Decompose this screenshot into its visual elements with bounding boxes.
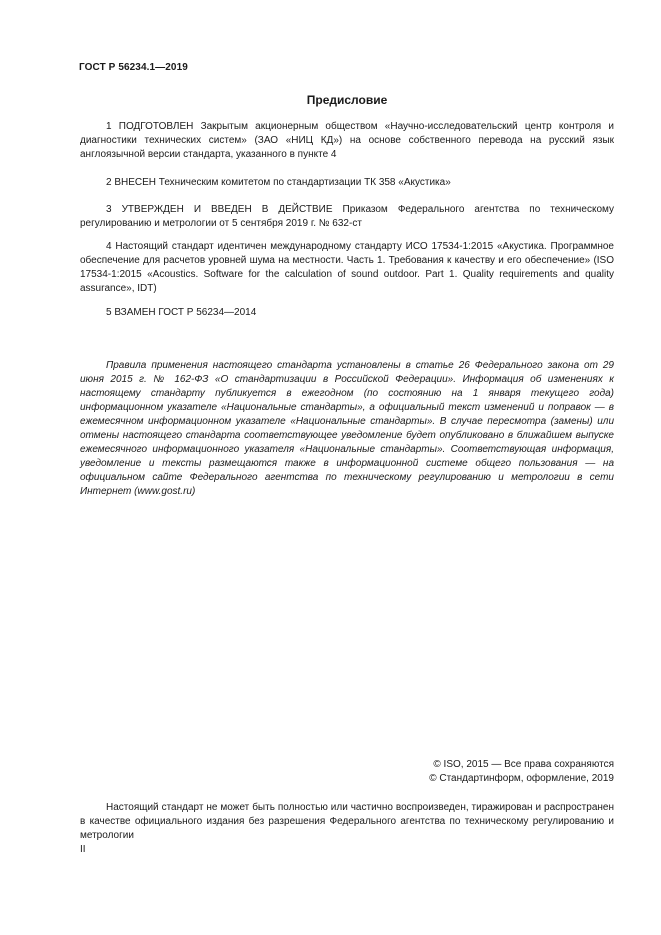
paragraph-replaces: 5 ВЗАМЕН ГОСТ Р 56234—2014: [106, 307, 257, 318]
standard-code: ГОСТ Р 56234.1—2019: [79, 62, 188, 73]
copyright-publisher: © Стандартинформ, оформление, 2019: [429, 773, 614, 784]
paragraph-identical: 4 Настоящий стандарт идентичен международному стандарту ИСО 17534-1:2015 «Акустика. Программное обеспечение для расчетов уровней шума на местности. Часть 1. Требования к качеству и его обеспечение» (ISO 17534-1:2015 «Acoustics. Software for the calculation of sound outdoor. Part 1. Quality requirements and quality assurance», IDT): [80, 241, 614, 294]
rules-note: Правила применения настоящего стандарта установлены в статье 26 Федерального закона от 29 июня 2015 г. № 162-ФЗ «О стандартизации в Российской Федерации». Информация об изменениях к настоящему стандарту публикуется в ежегодном (по состоянию на 1 января текущего года) информационном указателе «Национальные стандарты», а официальный текст изменений и поправок — в ежемесячном информационном указателе «Национальные стандарты». В случае пересмотра (замены) или отмены настоящего стандарта соответствующее уведомление будет опубликовано в ближайшем выпуске ежемесячного информационного указателя «Национальные стандарты». Соответствующая информация, уведомление и тексты размещаются также в информационной системе общего пользования — на официальном сайте Федерального агентства по техническому регулированию и метрологии в сети Интернет (www.gost.ru): [80, 360, 614, 497]
paragraph-prepared: 1 ПОДГОТОВЛЕН Закрытым акционерным обществом «Научно-исследовательский центр контроля и диагностики технических систем» (ЗАО «НИЦ КД») на основе собственного перевода на русский язык англоязычной версии стандарта, указанного в пункте 4: [80, 121, 614, 160]
paragraph-approved: 3 УТВЕРЖДЕН И ВВЕДЕН В ДЕЙСТВИЕ Приказом Федерального агентства по техническому регулированию и метрологии от 5 сентября 2019 г. № 632-ст: [80, 204, 614, 229]
page-title: Предисловие: [306, 93, 388, 107]
copyright-iso: © ISO, 2015 — Все права сохраняются: [433, 759, 614, 770]
paragraph-introduced: 2 ВНЕСЕН Техническим комитетом по стандартизации ТК 358 «Акустика»: [106, 177, 451, 188]
page-number: II: [80, 844, 86, 855]
reproduction-notice: Настоящий стандарт не может быть полностью или частично воспроизведен, тиражирован и распространен в качестве официального издания без разрешения Федерального агентства по техническому регулированию и метрологии: [80, 802, 614, 841]
